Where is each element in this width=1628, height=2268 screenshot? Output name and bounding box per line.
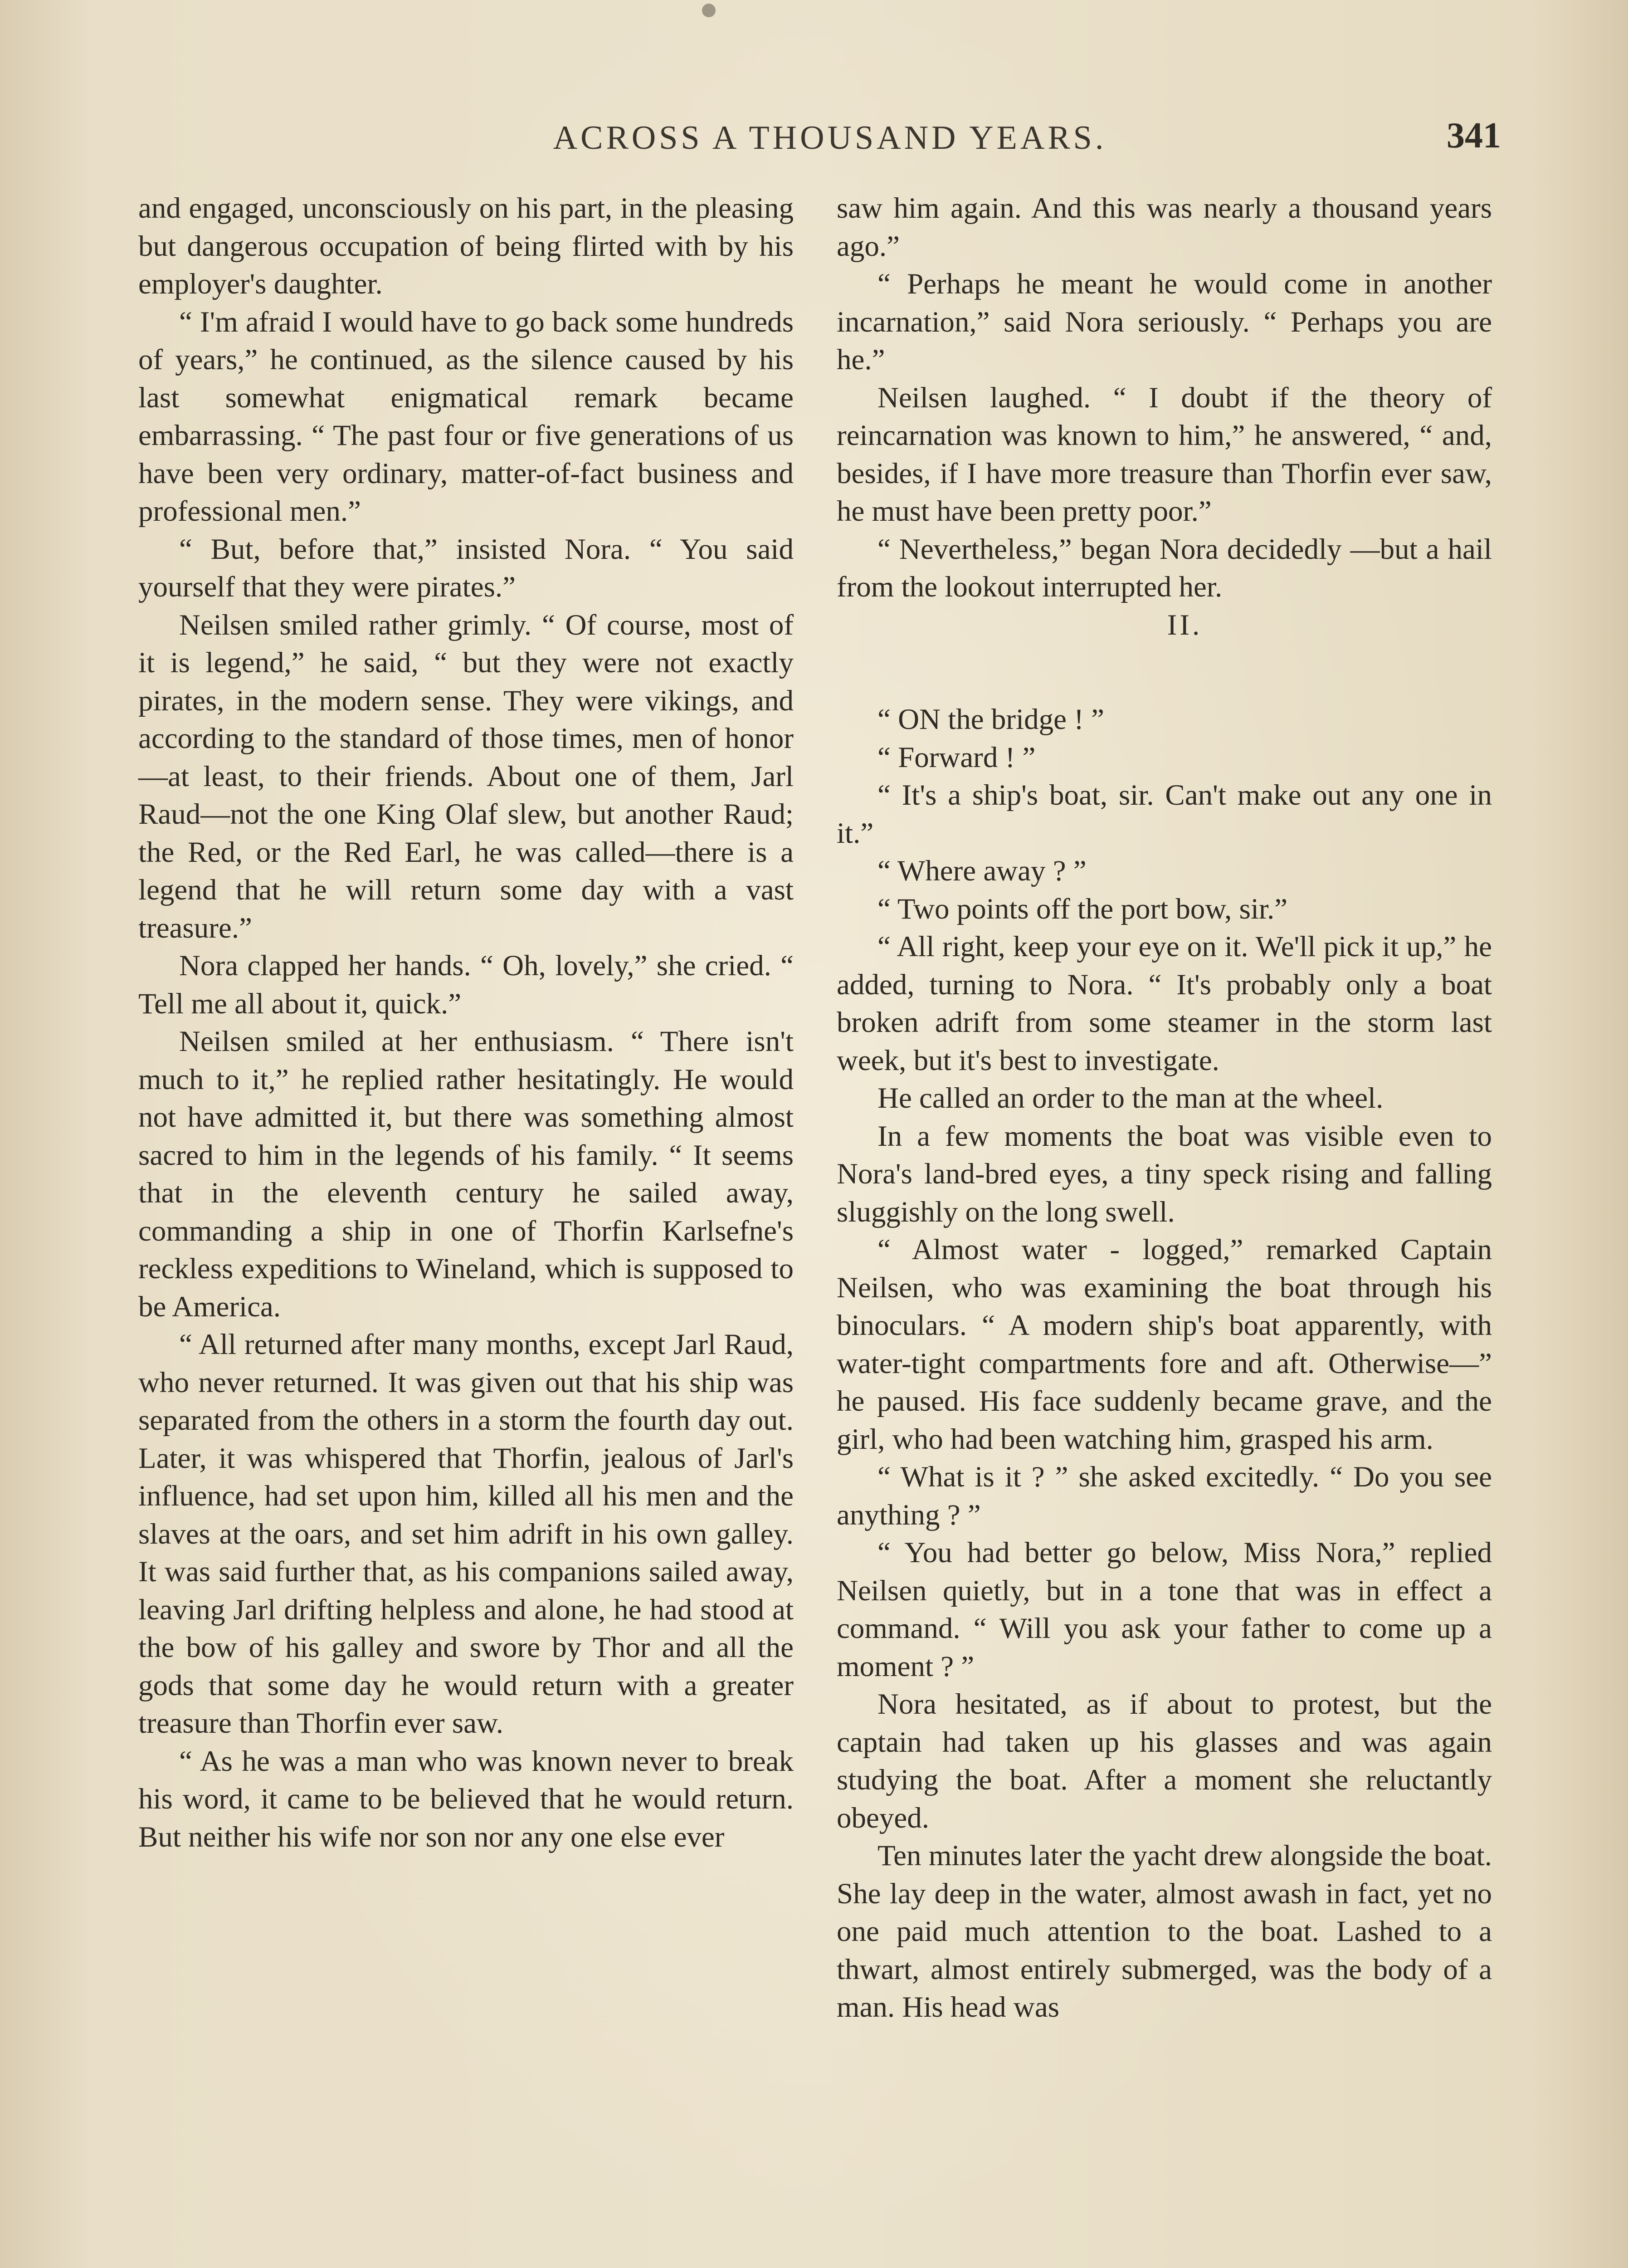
paragraph: “ You had better go below, Miss Nora,” replied Neilsen quietly, but in a tone that was in effect a command. “ Will you ask your father to come up a moment ? ” <box>837 1536 1492 1683</box>
paragraph: In a few moments the boat was visible even to Nora's land-bred eyes, a tiny speck rising and falling sluggishly on the long swell. <box>837 1119 1492 1228</box>
paragraph: “ It's a ship's boat, sir. Can't make out any one in it.” <box>837 779 1492 850</box>
paragraph: “ I'm afraid I would have to go back some hundreds of years,” he continued, as the silence caused by his last somewhat enigmatical remark became embarrassing. “ The past four or five generations of us have been very ordinary, matter-of-fact business and professional men.” <box>138 305 794 528</box>
paragraph: “ All right, keep your eye on it. We'll pick it up,” he added, turning to Nora. “ It's probably only a boat broken adrift from some steamer in the storm last week, but it's best to investigate. <box>837 930 1492 1077</box>
page-stain <box>702 4 716 17</box>
paragraph: “ What is it ? ” she asked excitedly. “ Do you see anything ? ” <box>837 1461 1492 1531</box>
paragraph: “ Two points off the port bow, sir.” <box>877 892 1288 925</box>
paragraph: “ Nevertheless,” began Nora decidedly —but a hail from the lookout interrupted her. <box>837 533 1492 603</box>
paragraph: “ Where away ? ” <box>877 855 1087 887</box>
paragraph: Neilsen laughed. “ I doubt if the theory of reincarnation was known to him,” he answered, “ and, besides, if I have more treasure than Thorfin ever saw, he must have been pretty poor.” <box>837 381 1492 528</box>
left-column <box>138 190 794 2268</box>
paragraph: Ten minutes later the yacht drew alongside the boat. She lay deep in the water, almost awash in fact, yet no one paid much attention to the boat. Lashed to a thwart, almost entirely submerged, was the body of a man. His head was <box>837 1839 1492 2024</box>
paragraph: Nora hesitated, as if about to protest, but the captain had taken up his glasses and was again studying the boat. After a moment she reluctantly obeyed. <box>837 1688 1492 1834</box>
page-number: 341 <box>1447 116 1501 156</box>
paragraph: “ ON the bridge ! ” <box>877 703 1104 736</box>
paragraph: “ Almost water - logged,” remarked Captain Neilsen, who was examining the boat through his binoculars. “ A modern ship's boat apparently, with water-tight compartments fore and aft. Otherwise—” he paused. His face suddenly became grave, and the girl, who had been watching him, grasped his arm. <box>837 1233 1492 1456</box>
paragraph: “ But, before that,” insisted Nora. “ You said yourself that they were pirates.” <box>138 533 794 603</box>
paragraph: “ Forward ! ” <box>877 741 1036 774</box>
paragraph: Neilsen smiled rather grimly. “ Of course, most of it is legend,” he said, “ but they were not exactly pirates, in the modern sense. They were vikings, and according to the standard of those times, men of honor—at least, to their friends. About one of them, Jarl Raud—not the one King Olaf slew, but another Raud; the Red, or the Red Earl, he was called—there is a legend that he will return some day with a vast treasure.” <box>138 608 794 944</box>
paragraph: and engaged, unconsciously on his part, in the pleasing but dangerous occupation of being flirted with by his employer's daughter. <box>138 192 794 300</box>
right-column <box>837 190 1492 2268</box>
paragraph: Neilsen smiled at her enthusiasm. “ There isn't much to it,” he replied rather hesitatingly. He would not have admitted it, but there was something almost sacred to him in the legends of his family. “ It seems that in the eleventh century he sailed away, commanding a ship in one of Thorfin Karlsefne's reckless expeditions to Wineland, which is supposed to be America. <box>138 1025 794 1323</box>
paragraph: “ All returned after many months, except Jarl Raud, who never returned. It was given out that his ship was separated from the others in a storm the fourth day out. Later, it was whispered that Thorfin, jealous of Jarl's influence, had set upon him, killed all his men and the slaves at the oars, and set him adrift in his own galley. It was said further that, as his companions sailed away, leaving Jarl drifting helpless and alone, he had stood at the bow of his galley and swore by Thor and all the gods that some day he would return with a greater treasure than Thorfin ever saw. <box>138 1328 794 1740</box>
paragraph: He called an order to the man at the wheel. <box>877 1082 1384 1114</box>
section-number: II. <box>1167 608 1203 641</box>
running-title: ACROSS A THOUSAND YEARS. <box>553 119 1107 156</box>
paragraph: “ As he was a man who was known never to break his word, it came to be believed that he would return. But neither his wife nor son nor any one else ever <box>138 1745 794 1853</box>
paragraph: saw him again. And this was nearly a thousand years ago.” <box>837 192 1492 263</box>
paragraph: Nora clapped her hands. “ Oh, lovely,” she cried. “ Tell me all about it, quick.” <box>138 949 794 1020</box>
paragraph: “ Perhaps he meant he would come in another incarnation,” said Nora seriously. “ Perhaps you are he.” <box>837 268 1492 376</box>
